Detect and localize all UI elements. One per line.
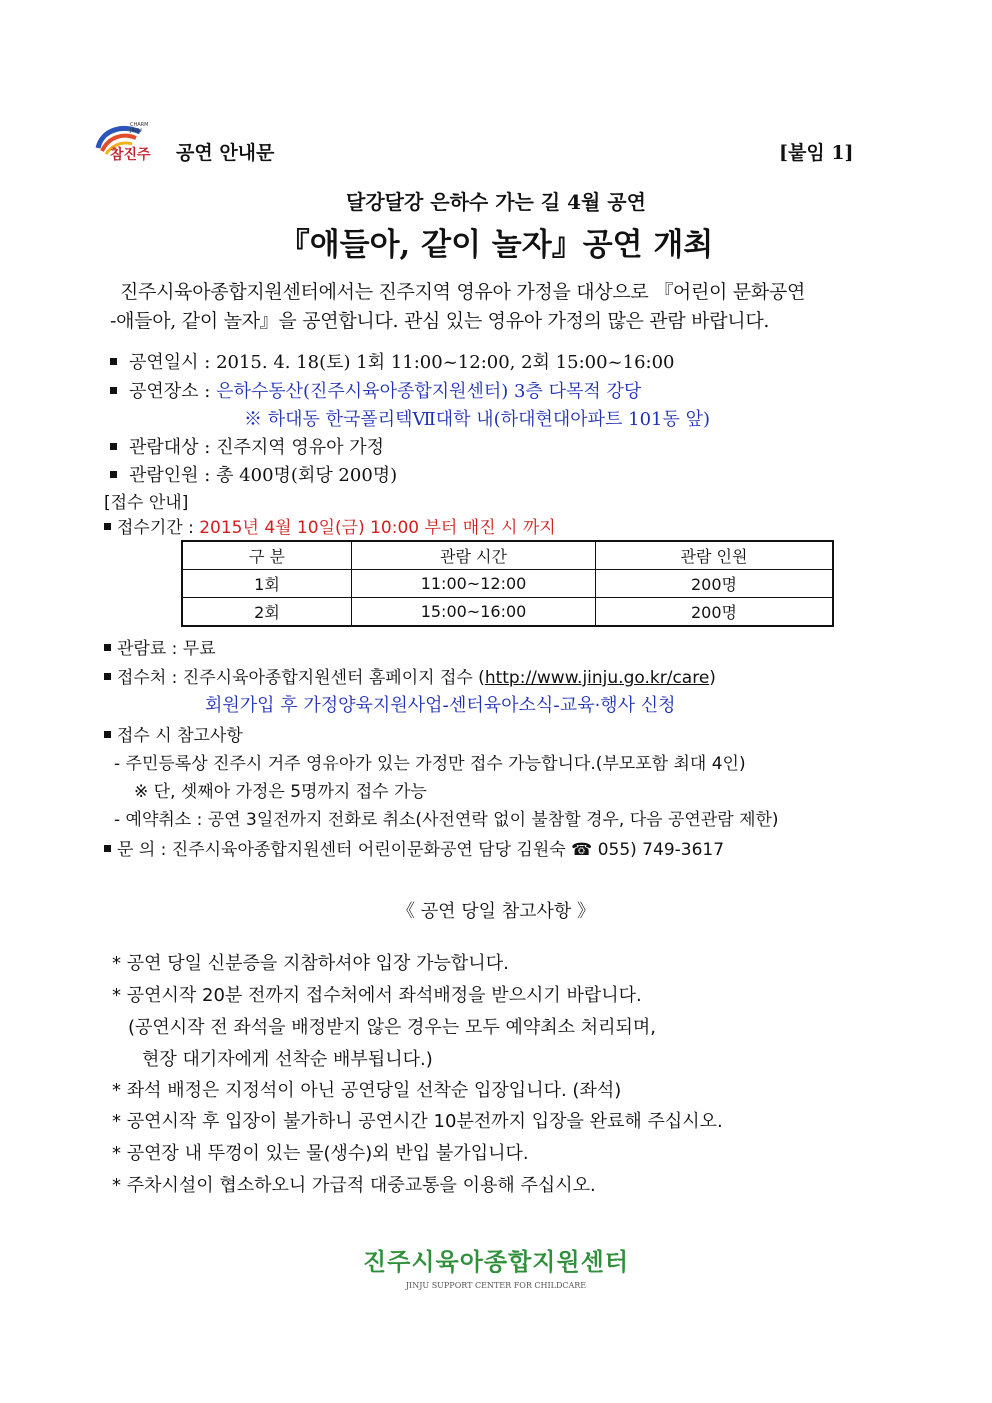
admission-fee — [104, 634, 216, 659]
table-row — [182, 570, 833, 598]
bullet-square-icon — [104, 845, 111, 852]
info-capacity-label: 관람인원 : — [129, 465, 217, 486]
bullet-square-icon — [110, 387, 117, 394]
info-place — [110, 377, 641, 403]
reception-note-1-sub: ※ 단, 셋째아 가정은 5명까지 접수 가능 — [134, 782, 427, 802]
table-cell: 200명 — [596, 598, 834, 627]
dayof-item: 현장 대기자에게 선착순 배부됩니다.) — [142, 1049, 433, 1070]
table-cell: 2회 — [182, 598, 352, 627]
dayof-item: * 주차시설이 협소하오니 가급적 대중교통을 이용해 주십시오. — [112, 1175, 596, 1196]
reception-heading: [접수 안내] — [104, 493, 189, 513]
reception-where — [104, 663, 716, 688]
doc-type-label: 공연 안내문 — [176, 142, 275, 164]
table-header-cell: 관람 인원 — [596, 541, 834, 570]
bullet-square-icon — [104, 731, 111, 738]
dayof-item: * 공연시작 후 입장이 불가하니 공연시간 10분전까지 입장을 완료해 주십시오. — [112, 1111, 723, 1132]
reception-period-value: 2015년 4월 10일(금) 10:00 부터 매진 시 까지 — [199, 518, 556, 538]
info-date-label: 공연일시 : — [129, 352, 217, 373]
dayof-item: * 공연장 내 뚜껑이 있는 물(생수)외 반입 불가입니다. — [112, 1143, 529, 1164]
footer-logo — [0, 1242, 992, 1290]
table-row — [182, 598, 833, 627]
reception-notes-heading-text: 접수 시 참고사항 — [117, 726, 243, 746]
contact-label: 문 의 : 진주시육아종합지원센터 어린이문화공연 담당 김원숙 — [117, 840, 572, 860]
bullet-square-icon — [110, 443, 117, 450]
info-audience-label: 관람대상 : — [129, 437, 217, 458]
bullet-square-icon — [104, 523, 111, 530]
dayof-item: (공연시작 전 좌석을 배정받지 않은 경우는 모두 예약최소 처리되며, — [128, 1017, 656, 1038]
dayof-heading: 《 공연 당일 참고사항 》 — [397, 901, 595, 922]
intro-line-1: 진주시육아종합지원센터에서는 진주지역 영유아 가정을 대상으로 『어린이 문화공연 — [120, 281, 806, 303]
info-capacity-value: 총 400명(회당 200명) — [216, 465, 398, 486]
info-place-note: ※ 하대동 한국폴리텍Ⅶ대학 내(하대현대아파트 101동 앞) — [244, 409, 710, 430]
dayof-item: * 공연 당일 신분증을 지참하셔야 입장 가능합니다. — [112, 953, 509, 974]
reception-where-close: ) — [709, 668, 716, 688]
table-cell: 15:00~16:00 — [352, 598, 596, 627]
info-place-label: 공연장소 : — [129, 381, 217, 402]
admission-fee-text: 관람료 : 무료 — [117, 639, 216, 659]
footer-logo-subtext: JINJU SUPPORT CENTER FOR CHILDCARE — [405, 1281, 587, 1290]
reception-where-label: 접수처 : 진주시육아종합지원센터 홈페이지 접수 ( — [117, 668, 485, 688]
info-audience-value: 진주지역 영유아 가정 — [216, 437, 384, 458]
bullet-square-icon — [110, 358, 117, 365]
bullet-square-icon — [110, 471, 117, 478]
reception-note-2: - 예약취소 : 공연 3일전까지 전화로 취소(사전연락 없이 불참할 경우, 다음 공연관람 제한) — [114, 810, 779, 830]
reception-note-1: - 주민등록상 진주시 거주 영유아가 있는 가정만 접수 가능합니다.(부모포함 최대 4인) — [114, 754, 746, 774]
reception-period — [104, 513, 556, 538]
info-capacity — [110, 461, 397, 487]
table-header-cell: 구 분 — [182, 541, 352, 570]
reception-notes-heading — [104, 721, 243, 746]
contact-phone: 055) 749-3617 — [592, 840, 725, 860]
phone-icon: ☎ — [571, 840, 593, 860]
table-header-row — [182, 541, 833, 570]
bullet-square-icon — [104, 644, 111, 651]
header-logo — [92, 118, 162, 166]
info-audience — [110, 433, 384, 459]
info-date — [110, 348, 675, 374]
table-header-cell: 관람 시간 — [352, 541, 596, 570]
info-place-value: 은하수동산(진주시육아종합지원센터) 3층 다목적 강당 — [216, 381, 642, 402]
reception-where-note: 회원가입 후 가정양육지원사업-센터육아소식-교육·행사 신청 — [205, 695, 676, 716]
contact-info — [104, 835, 724, 860]
page-title: 『애들아, 같이 놀자』공연 개최 — [278, 227, 714, 263]
dayof-item: * 공연시작 20분 전까지 접수처에서 좌석배정을 받으시기 바랍니다. — [112, 985, 642, 1006]
homepage-link[interactable]: http://www.jinju.go.kr/care — [484, 668, 710, 688]
attachment-label: [붙임 1] — [779, 142, 854, 164]
footer-logo-text: 진주시육아종합지원센터 — [362, 1248, 630, 1276]
logo-small-text: CHARM JINJU — [130, 122, 149, 134]
reception-table — [181, 540, 834, 627]
table-cell: 1회 — [182, 570, 352, 598]
dayof-item: * 좌석 배정은 지정석이 아닌 공연당일 선착순 입장입니다. (좌석) — [112, 1080, 622, 1101]
table-cell: 200명 — [596, 570, 834, 598]
table-cell: 11:00~12:00 — [352, 570, 596, 598]
intro-line-2: -애들아, 같이 놀자』을 공연합니다. 관심 있는 영유아 가정의 많은 관람 바랍니다. — [110, 310, 770, 332]
bullet-square-icon — [104, 673, 111, 680]
subtitle: 달강달강 은하수 가는 길 4월 공연 — [346, 190, 646, 214]
info-date-value: 2015. 4. 18(토) 1회 11:00~12:00, 2회 15:00~16:00 — [216, 352, 675, 373]
logo-main-text: 참진주 — [110, 147, 151, 163]
reception-period-label: 접수기간 : — [117, 518, 200, 538]
